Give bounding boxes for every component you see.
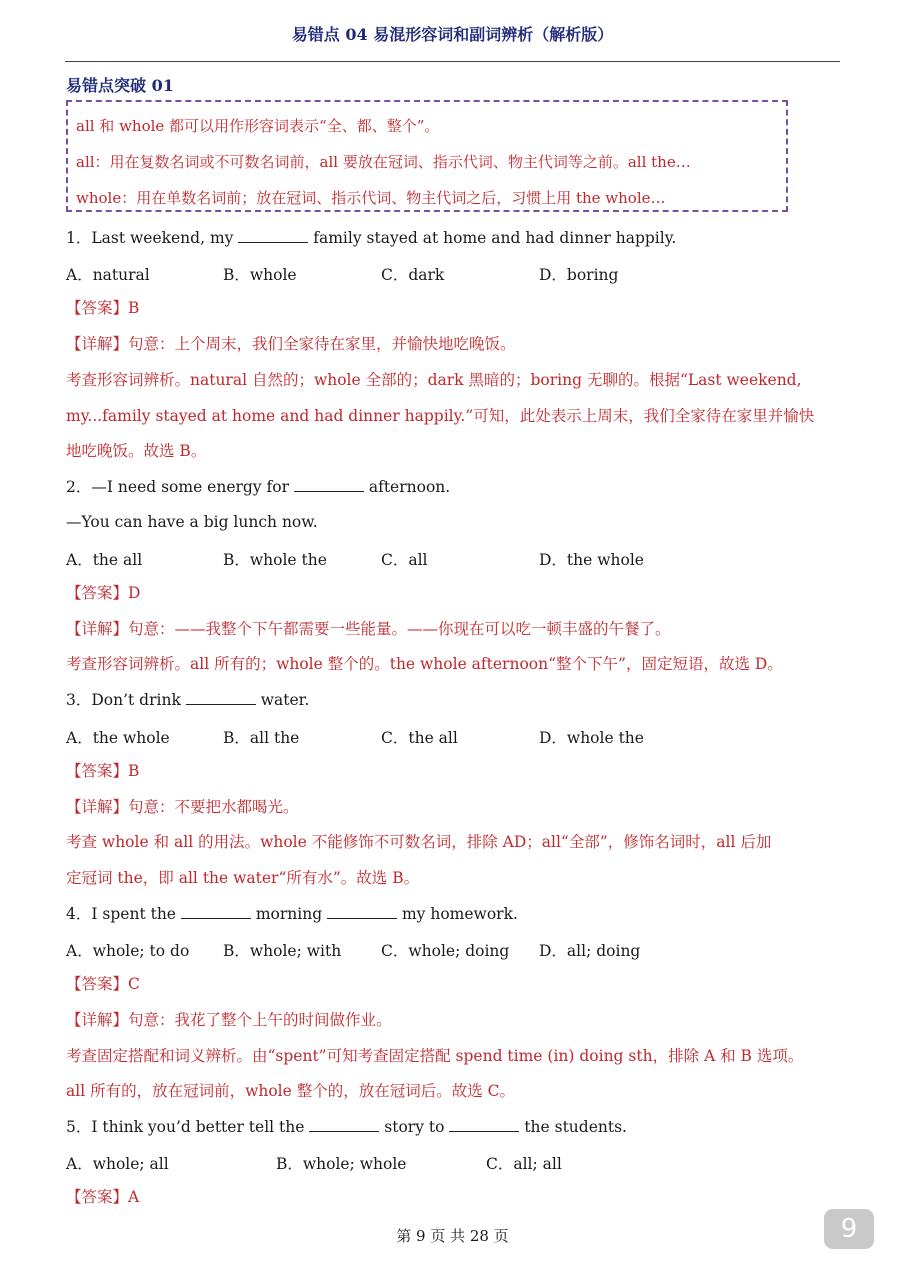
q4-option-c: C．whole; doing xyxy=(381,942,510,960)
q1-option-c: C．dark xyxy=(381,266,445,284)
q1-analysis-3: 地吃晚饭。故选 B。 xyxy=(66,442,207,460)
q1-detail: 【详解】句意：上个周末，我们全家待在家里，并愉快地吃晚饭。 xyxy=(66,335,516,353)
page-footer: 第 9 页 共 28 页 xyxy=(396,1227,509,1245)
q4-analysis-2: all 所有的，放在冠词前，whole 整个的，放在冠词后。故选 C。 xyxy=(66,1082,516,1100)
question-1-stem: 1．Last weekend, my family stayed at home and had dinner happily. xyxy=(66,229,677,247)
q1-option-b: B．whole xyxy=(223,266,297,284)
q2-option-a: A．the all xyxy=(66,551,143,569)
section-title: 易错点突破 01 xyxy=(66,76,174,95)
q3-detail: 【详解】句意：不要把水都喝光。 xyxy=(66,798,299,816)
q1-option-d: D．boring xyxy=(539,266,619,284)
answer-blank xyxy=(238,228,308,243)
q2-analysis-1: 考查形容词辨析。all 所有的；whole 整个的。the whole afternoon“整个下午”，固定短语，故选 D。 xyxy=(66,655,783,673)
q3-analysis-1: 考查 whole 和 all 的用法。whole 不能修饰不可数名词，排除 AD；all“全部”，修饰名词时，all 后加 xyxy=(66,833,772,851)
q5-option-a: A．whole; all xyxy=(66,1155,169,1173)
answer-blank xyxy=(449,1117,519,1132)
q3-answer: 【答案】B xyxy=(66,762,140,780)
question-2-stem-2: —You can have a big lunch now. xyxy=(66,513,318,531)
q3-option-d: D．whole the xyxy=(539,729,644,747)
q1-option-a: A．natural xyxy=(66,266,150,284)
rule-line-1: all 和 whole 都可以用作形容词表示“全、都、整个”。 xyxy=(76,117,440,135)
q4-option-d: D．all; doing xyxy=(539,942,641,960)
q2-option-d: D．the whole xyxy=(539,551,644,569)
q4-detail: 【详解】句意：我花了整个上午的时间做作业。 xyxy=(66,1011,392,1029)
document-header: 易错点 04 易混形容词和副词辨析（解析版） xyxy=(291,25,614,44)
q5-option-b: B．whole; whole xyxy=(276,1155,407,1173)
rule-line-2: all：用在复数名词或不可数名词前，all 要放在冠词、指示代词、物主代词等之前。all the… xyxy=(76,153,691,171)
q2-detail: 【详解】句意：——我整个下午都需要一些能量。——你现在可以吃一顿丰盛的午餐了。 xyxy=(66,620,671,638)
q4-option-b: B．whole; with xyxy=(223,942,342,960)
q1-analysis-2: my...family stayed at home and had dinner happily.”可知，此处表示上周末，我们全家待在家里并愉快 xyxy=(66,407,815,425)
question-4-stem: 4．I spent the morning my homework. xyxy=(66,905,518,923)
q5-option-c: C．all; all xyxy=(486,1155,562,1173)
header-divider xyxy=(65,61,840,62)
answer-blank xyxy=(294,477,364,492)
q2-option-b: B．whole the xyxy=(223,551,327,569)
answer-blank xyxy=(327,904,397,919)
q3-option-b: B．all the xyxy=(223,729,300,747)
answer-blank xyxy=(181,904,251,919)
question-2-stem: 2．—I need some energy for afternoon. xyxy=(66,478,451,496)
q3-option-c: C．the all xyxy=(381,729,458,747)
q3-option-a: A．the whole xyxy=(66,729,170,747)
q3-analysis-2: 定冠词 the，即 all the water“所有水”。故选 B。 xyxy=(66,869,420,887)
answer-blank xyxy=(186,690,256,705)
q2-option-c: C．all xyxy=(381,551,428,569)
page-number-badge: 9 xyxy=(824,1209,874,1249)
q4-analysis-1: 考查固定搭配和词义辨析。由“spent”可知考查固定搭配 spend time (in) doing sth，排除 A 和 B 选项。 xyxy=(66,1047,804,1065)
rule-line-3: whole：用在单数名词前；放在冠词、指示代词、物主代词之后，习惯上用 the whole… xyxy=(76,189,666,207)
q5-answer: 【答案】A xyxy=(66,1188,140,1206)
q1-analysis-1: 考查形容词辨析。natural 自然的；whole 全部的；dark 黑暗的；boring 无聊的。根据“Last weekend, xyxy=(66,371,802,389)
q1-answer: 【答案】B xyxy=(66,299,140,317)
q4-option-a: A．whole; to do xyxy=(66,942,190,960)
question-5-stem: 5．I think you’d better tell the story to the students. xyxy=(66,1118,627,1136)
question-3-stem: 3．Don’t drink water. xyxy=(66,691,310,709)
answer-blank xyxy=(309,1117,379,1132)
q4-answer: 【答案】C xyxy=(66,975,140,993)
q2-answer: 【答案】D xyxy=(66,584,141,602)
